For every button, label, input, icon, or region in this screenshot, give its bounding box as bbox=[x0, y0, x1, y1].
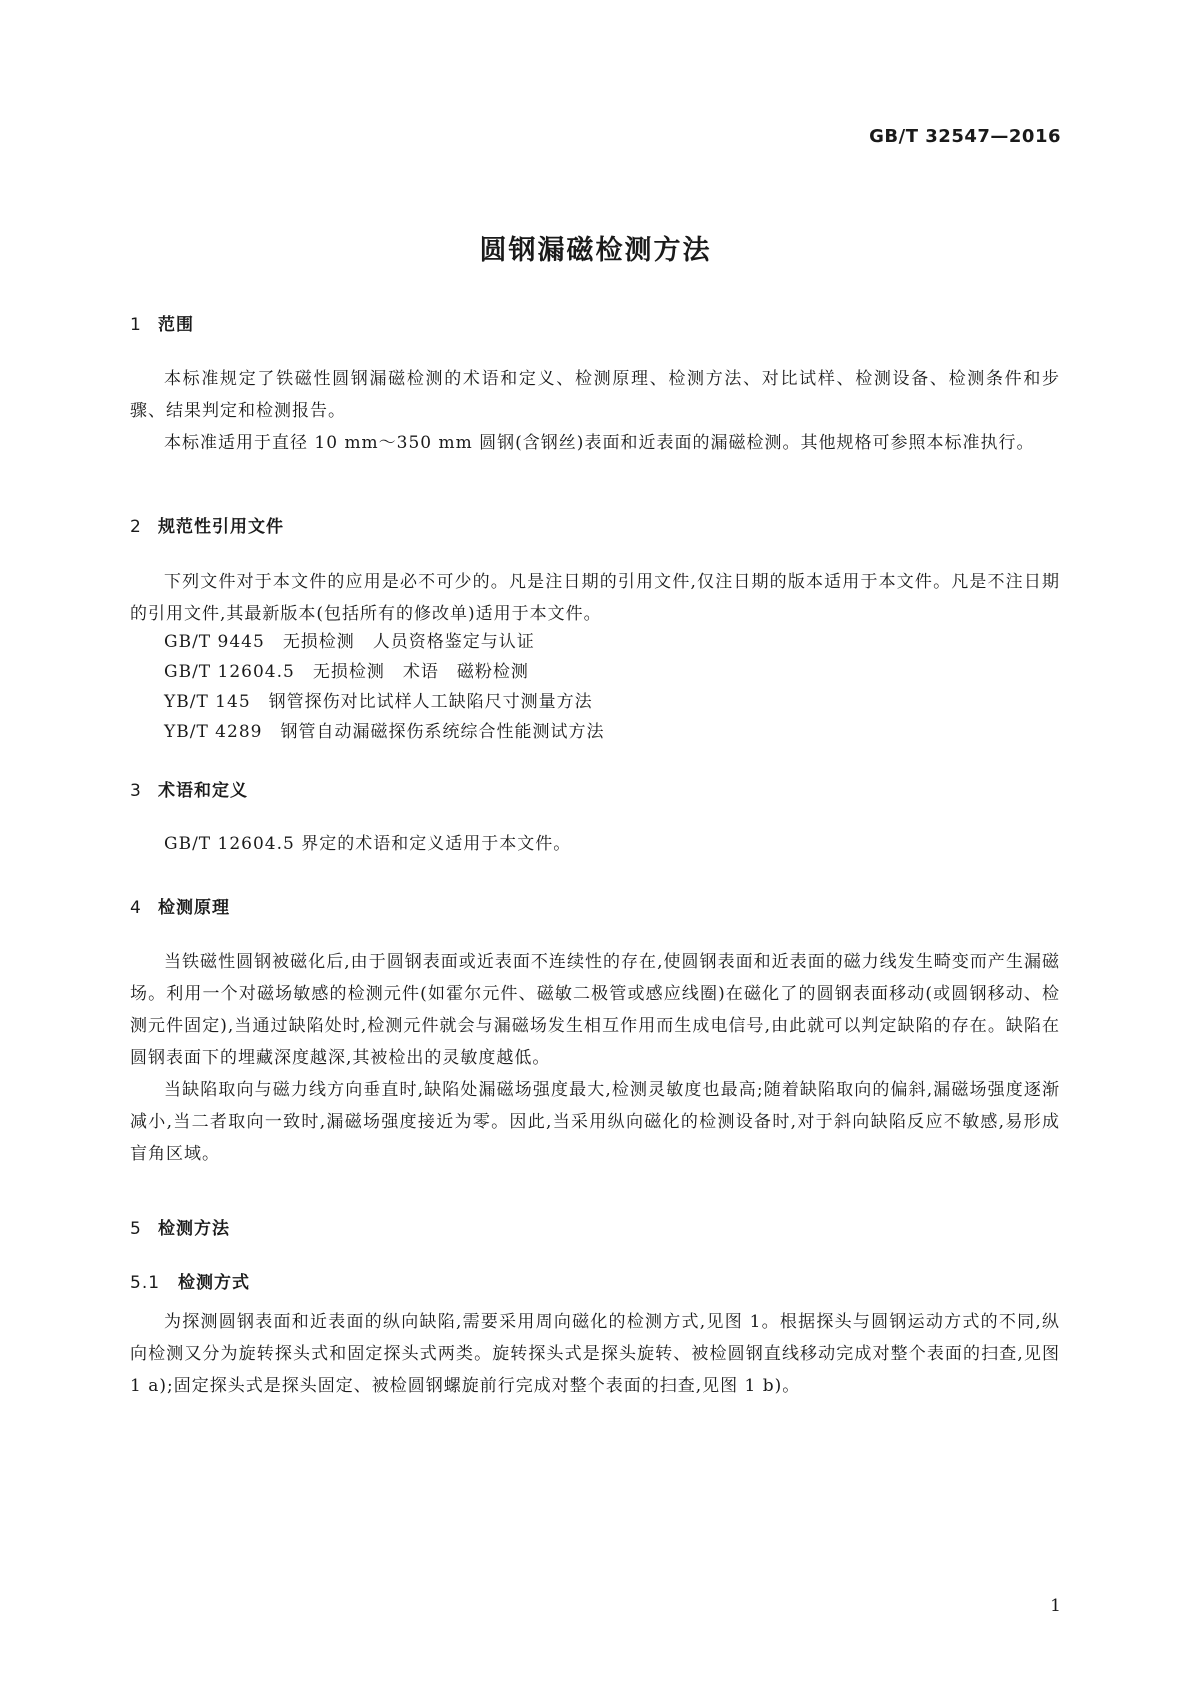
paragraph: 下列文件对于本文件的应用是必不可少的。凡是注日期的引用文件,仅注日期的版本适用于本文件。凡是不注日期的引用文件,其最新版本(包括所有的修改单)适用于本文件。 bbox=[130, 572, 1060, 624]
reference-code: GB/T 12604.5 bbox=[164, 662, 295, 682]
section-number: 3 bbox=[130, 781, 142, 801]
reference-code: YB/T 145 bbox=[164, 692, 251, 712]
reference-title: 钢管探伤对比试样人工缺陷尺寸测量方法 bbox=[268, 692, 593, 712]
section-title: 术语和定义 bbox=[158, 781, 248, 801]
document-title: 圆钢漏磁检测方法 bbox=[479, 235, 712, 266]
reference-code: GB/T 9445 bbox=[164, 632, 265, 652]
section-3-body bbox=[130, 828, 1060, 860]
paragraph: GB/T 12604.5 界定的术语和定义适用于本文件。 bbox=[164, 834, 572, 854]
normative-reference bbox=[164, 657, 529, 682]
paragraph: 本标准规定了铁磁性圆钢漏磁检测的术语和定义、检测原理、检测方法、对比试样、检测设备、检测条件和步骤、结果判定和检测报告。 bbox=[130, 369, 1060, 421]
paragraph: 当铁磁性圆钢被磁化后,由于圆钢表面或近表面不连续性的存在,使圆钢表面和近表面的磁力线发生畸变而产生漏磁场。利用一个对磁场敏感的检测元件(如霍尔元件、磁敏二极管或感应线圈)在磁化了的圆钢表面移动(或圆钢移动、检测元件固定),当通过缺陷处时,检测元件就会与漏磁场发生相互作用而生成电信号,由此就可以判定缺陷的存在。缺陷在圆钢表面下的埋藏深度越深,其被检出的灵敏度越低。 bbox=[130, 952, 1060, 1068]
reference-title: 钢管自动漏磁探伤系统综合性能测试方法 bbox=[280, 722, 605, 742]
section-2-heading bbox=[130, 512, 284, 537]
section-title: 范围 bbox=[158, 315, 194, 335]
paragraph: 本标准适用于直径 10 mm～350 mm 圆钢(含钢丝)表面和近表面的漏磁检测。其他规格可参照本标准执行。 bbox=[164, 433, 1035, 453]
section-1-heading bbox=[130, 310, 194, 335]
section-5-1-heading bbox=[130, 1268, 250, 1293]
page-number: 1 bbox=[1050, 1596, 1061, 1616]
normative-reference bbox=[164, 717, 604, 742]
section-number: 4 bbox=[130, 898, 142, 918]
paragraph: 为探测圆钢表面和近表面的纵向缺陷,需要采用周向磁化的检测方式,见图 1。根据探头与圆钢运动方式的不同,纵向检测又分为旋转探头式和固定探头式两类。旋转探头式是探头旋转、被检圆钢直线移动完成对整个表面的扫查,见图 1 a);固定探头式是探头固定、被检圆钢螺旋前行完成对整个表面的扫查,见图 1 b)。 bbox=[130, 1312, 1060, 1396]
standard-code: GB/T 32547—2016 bbox=[869, 126, 1061, 147]
paragraph: 当缺陷取向与磁力线方向垂直时,缺陷处漏磁场强度最大,检测灵敏度也最高;随着缺陷取向的偏斜,漏磁场强度逐渐减小,当二者取向一致时,漏磁场强度接近为零。因此,当采用纵向磁化的检测设备时,对于斜向缺陷反应不敏感,易形成盲角区域。 bbox=[130, 1080, 1060, 1164]
section-5-1-body bbox=[130, 1306, 1060, 1402]
section-title: 检测方式 bbox=[178, 1273, 250, 1293]
normative-reference bbox=[164, 627, 535, 652]
section-1-body bbox=[130, 363, 1060, 459]
reference-title: 无损检测 术语 磁粉检测 bbox=[312, 662, 529, 682]
section-title: 规范性引用文件 bbox=[158, 517, 284, 537]
section-number: 2 bbox=[130, 517, 142, 537]
section-4-body bbox=[130, 946, 1060, 1170]
section-number: 1 bbox=[130, 315, 142, 335]
normative-reference bbox=[164, 687, 593, 712]
section-3-heading bbox=[130, 776, 248, 801]
reference-title: 无损检测 人员资格鉴定与认证 bbox=[282, 632, 535, 652]
reference-code: YB/T 4289 bbox=[164, 722, 263, 742]
section-number: 5 bbox=[130, 1219, 142, 1239]
section-title: 检测方法 bbox=[158, 1219, 230, 1239]
section-title: 检测原理 bbox=[158, 898, 230, 918]
section-5-heading bbox=[130, 1214, 230, 1239]
section-2-intro bbox=[130, 566, 1060, 630]
section-number: 5.1 bbox=[130, 1273, 161, 1293]
section-4-heading bbox=[130, 893, 230, 918]
